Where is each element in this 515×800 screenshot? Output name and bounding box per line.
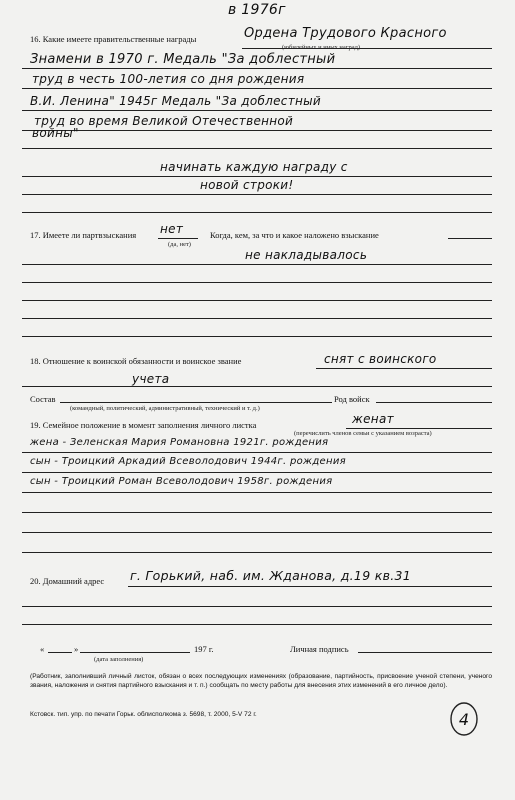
date-close-quote: » — [74, 644, 79, 654]
q20-answer: г. Горький, наб. им. Жданова, д.19 кв.31 — [130, 568, 412, 583]
q18-answer-line-1: снят с воинского — [324, 352, 437, 366]
q19-answer-line-1: жена - Зеленская Мария Романовна 1921г. рождения — [30, 437, 329, 448]
q17-hint: (да, нет) — [168, 241, 191, 248]
q17-answer-short: нет — [160, 222, 184, 236]
q18-label: 18. Отношение к воинской обязанности и воинское звание — [30, 356, 242, 366]
q16-answer-line-3: труд в честь 100-летия со дня рождения — [32, 72, 305, 86]
q17-rest: Когда, кем, за что и какое наложено взыскание — [210, 230, 379, 240]
q18-sostav-hint: (командный, политический, административный, технический и т. д.) — [70, 405, 260, 412]
footnote: (Работник, заполнивший личный листок, обязан о всех последующих изменениях (образование, партийность, присвоение ученой степени, ученого звания, наложения и снятия партийного взыскания и т. п.) сообщать по месту работы для внесения этих изменений в его личное дело). — [30, 673, 492, 689]
q19-label: 19. Семейное положение в момент заполнения личного листка — [30, 420, 257, 430]
page-number: 4 — [458, 710, 470, 729]
q19-answer-line-3: сын - Троицкий Роман Всеволодович 1958г. рождения — [30, 476, 333, 487]
q16-answer-line-2: Знамени в 1970 г. Медаль "За доблестный — [30, 52, 336, 67]
q17-label: 17. Имеете ли партвзыскания — [30, 230, 137, 240]
q18-rod-label: Род войск — [334, 394, 370, 404]
signature-label: Личная подпись — [290, 644, 349, 654]
q19-answer-line-2: сын - Троицкий Аркадий Всеволодович 1944г. рождения — [30, 456, 346, 467]
q18-sostav-label: Состав — [30, 394, 56, 404]
q19-hint: (перечислить членов семьи с указанием возраста) — [294, 430, 432, 437]
header-year: в 1976г — [228, 2, 286, 18]
q18-answer-line-2: учета — [132, 372, 170, 386]
q16-answer-line-5: труд во время Великой Отечественной — [34, 114, 294, 128]
q16-hint: (юбилейных и иных наград) — [282, 44, 361, 51]
q19-answer-first: женат — [352, 412, 394, 426]
q16-answer-line-4: В.И. Ленина" 1945г Медаль "За доблестный — [30, 94, 322, 108]
q16-answer-line-1: Ордена Трудового Красного — [244, 26, 447, 41]
q20-label: 20. Домашний адрес — [30, 576, 105, 586]
q16-answer-line-6: войны" — [32, 126, 79, 140]
date-year: 197 г. — [194, 644, 214, 654]
printer-imprint: Кстовск. тип. упр. по печати Горьк. облисполкома з. 5698, т. 2000, 5-V 72 г. — [30, 711, 257, 718]
q16-label: 16. Какие имеете правительственные награды — [30, 34, 197, 44]
q16-note-line-1: начинать каждую награду с — [160, 160, 348, 174]
q17-answer: не накладывалось — [245, 248, 368, 262]
page-number-circle — [448, 700, 480, 738]
q16-note-line-2: новой строки! — [200, 178, 294, 192]
date-open-quote: « — [40, 644, 45, 654]
date-hint: (дата заполнения) — [94, 656, 144, 663]
